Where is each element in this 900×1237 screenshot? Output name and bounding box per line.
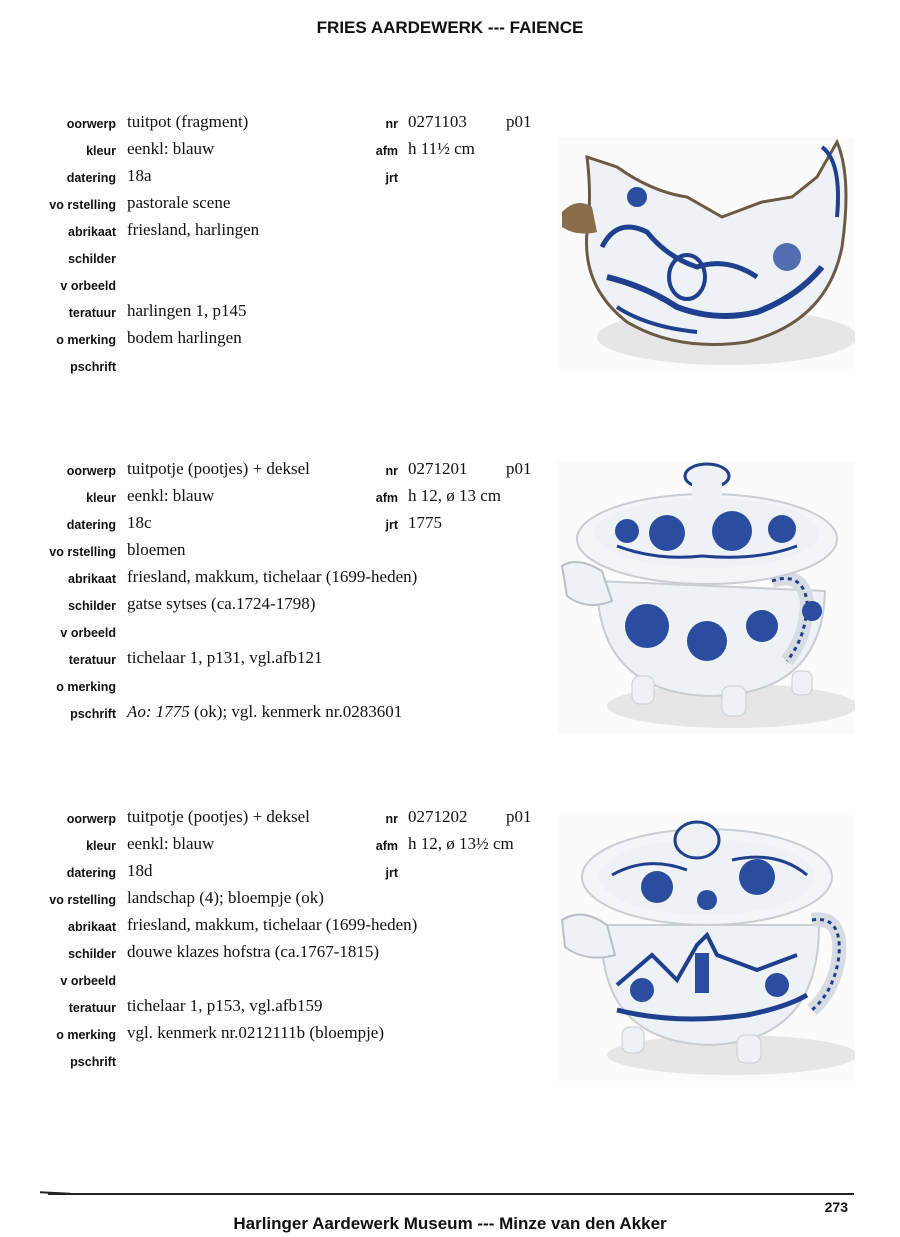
value-afm: h 12, ø 13 cm: [408, 486, 502, 505]
value-nr: 0271202: [408, 807, 468, 826]
lidded-teapot-landscape-image: [557, 815, 855, 1082]
label-fabrikaat: abrikaat: [68, 225, 116, 239]
value-voorstelling: bloemen: [127, 540, 186, 559]
label-kleur: kleur: [86, 491, 116, 505]
value-datering: 18c: [127, 513, 152, 532]
label-voorbeeld: v orbeeld: [60, 279, 116, 293]
label-literatuur: teratuur: [68, 306, 116, 320]
label-afm: afm: [375, 144, 398, 158]
value-schilder: gatse sytses (ca.1724-1798): [127, 594, 316, 613]
lidded-teapot-landscape-illustration: [557, 815, 855, 1082]
label-voorwerp: oorwerp: [66, 812, 116, 826]
value-opmerking: vgl. kenmerk nr.0212111b (bloempje): [127, 1023, 384, 1042]
footer-rule: [48, 1193, 854, 1195]
value-kleur: eenkl: blauw: [127, 486, 215, 505]
label-schilder: schilder: [68, 947, 116, 961]
label-opschrift: pschrift: [70, 1055, 116, 1069]
value-kleur: eenkl: blauw: [127, 139, 215, 158]
value-datering: 18a: [127, 166, 152, 185]
label-fabrikaat: abrikaat: [68, 920, 116, 934]
label-jrt: jrt: [385, 171, 398, 185]
label-opmerking: o merking: [56, 333, 116, 347]
label-fabrikaat: abrikaat: [68, 572, 116, 586]
label-nr: nr: [385, 812, 398, 826]
value-jrt: 1775: [408, 513, 442, 532]
label-literatuur: teratuur: [68, 1001, 116, 1015]
label-datering: datering: [66, 171, 116, 185]
lidded-teapot-flowers-image: [557, 461, 855, 734]
value-literatuur: tichelaar 1, p131, vgl.afb121: [127, 648, 323, 667]
value-voorstelling: landschap (4); bloempje (ok): [127, 888, 324, 907]
label-datering: datering: [66, 518, 116, 532]
value-fabrikaat: friesland, harlingen: [127, 220, 260, 239]
value-kleur: eenkl: blauw: [127, 834, 215, 853]
label-voorstelling: vo rstelling: [49, 198, 116, 212]
page-number: 273: [824, 1199, 848, 1215]
value-literatuur: harlingen 1, p145: [127, 301, 247, 320]
label-opmerking: o merking: [56, 680, 116, 694]
value-literatuur: tichelaar 1, p153, vgl.afb159: [127, 996, 323, 1015]
page-header: FRIES AARDEWERK --- FAIENCE: [316, 18, 584, 37]
teapot-fragment-image: [557, 137, 855, 369]
label-afm: afm: [375, 839, 398, 853]
value-voorstelling: pastorale scene: [127, 193, 231, 212]
label-kleur: kleur: [86, 839, 116, 853]
value-fabrikaat: friesland, makkum, tichelaar (1699-heden): [127, 915, 418, 934]
label-voorstelling: vo rstelling: [49, 545, 116, 559]
label-schilder: schilder: [68, 599, 116, 613]
label-nr: nr: [385, 464, 398, 478]
page-footer: Harlinger Aardewerk Museum --- Minze van den Akker: [233, 1214, 667, 1233]
value-afm: h 11½ cm: [408, 139, 475, 158]
label-datering: datering: [66, 866, 116, 880]
teapot-fragment-illustration: [557, 137, 855, 369]
label-voorwerp: oorwerp: [66, 464, 116, 478]
value-afm: h 12, ø 13½ cm: [408, 834, 514, 853]
value-nr: 0271103: [408, 112, 467, 131]
value-opmerking: bodem harlingen: [127, 328, 242, 347]
label-voorbeeld: v orbeeld: [60, 626, 116, 640]
value-page-code: p01: [506, 807, 532, 826]
value-page-code: p01: [506, 459, 532, 478]
label-afm: afm: [375, 491, 398, 505]
label-opmerking: o merking: [56, 1028, 116, 1042]
label-voorwerp: oorwerp: [66, 117, 116, 131]
value-nr: 0271201: [408, 459, 468, 478]
value-voorwerp: tuitpotje (pootjes) + deksel: [127, 459, 310, 478]
label-schilder: schilder: [68, 252, 116, 266]
label-voorbeeld: v orbeeld: [60, 974, 116, 988]
label-voorstelling: vo rstelling: [49, 893, 116, 907]
value-voorwerp: tuitpotje (pootjes) + deksel: [127, 807, 310, 826]
label-jrt: jrt: [385, 518, 398, 532]
label-literatuur: teratuur: [68, 653, 116, 667]
label-nr: nr: [385, 117, 398, 131]
lidded-teapot-flowers-illustration: [557, 461, 855, 734]
value-schilder: douwe klazes hofstra (ca.1767-1815): [127, 942, 380, 961]
value-datering: 18d: [127, 861, 153, 880]
value-page-code: p01: [506, 112, 532, 131]
value-voorwerp: tuitpot (fragment): [127, 112, 249, 131]
label-kleur: kleur: [86, 144, 116, 158]
value-fabrikaat: friesland, makkum, tichelaar (1699-heden): [127, 567, 418, 586]
label-opschrift: pschrift: [70, 360, 116, 374]
label-jrt: jrt: [385, 866, 398, 880]
label-opschrift: pschrift: [70, 707, 116, 721]
value-opschrift: Ao: 1775 (ok); vgl. kenmerk nr.0283601: [127, 702, 403, 721]
